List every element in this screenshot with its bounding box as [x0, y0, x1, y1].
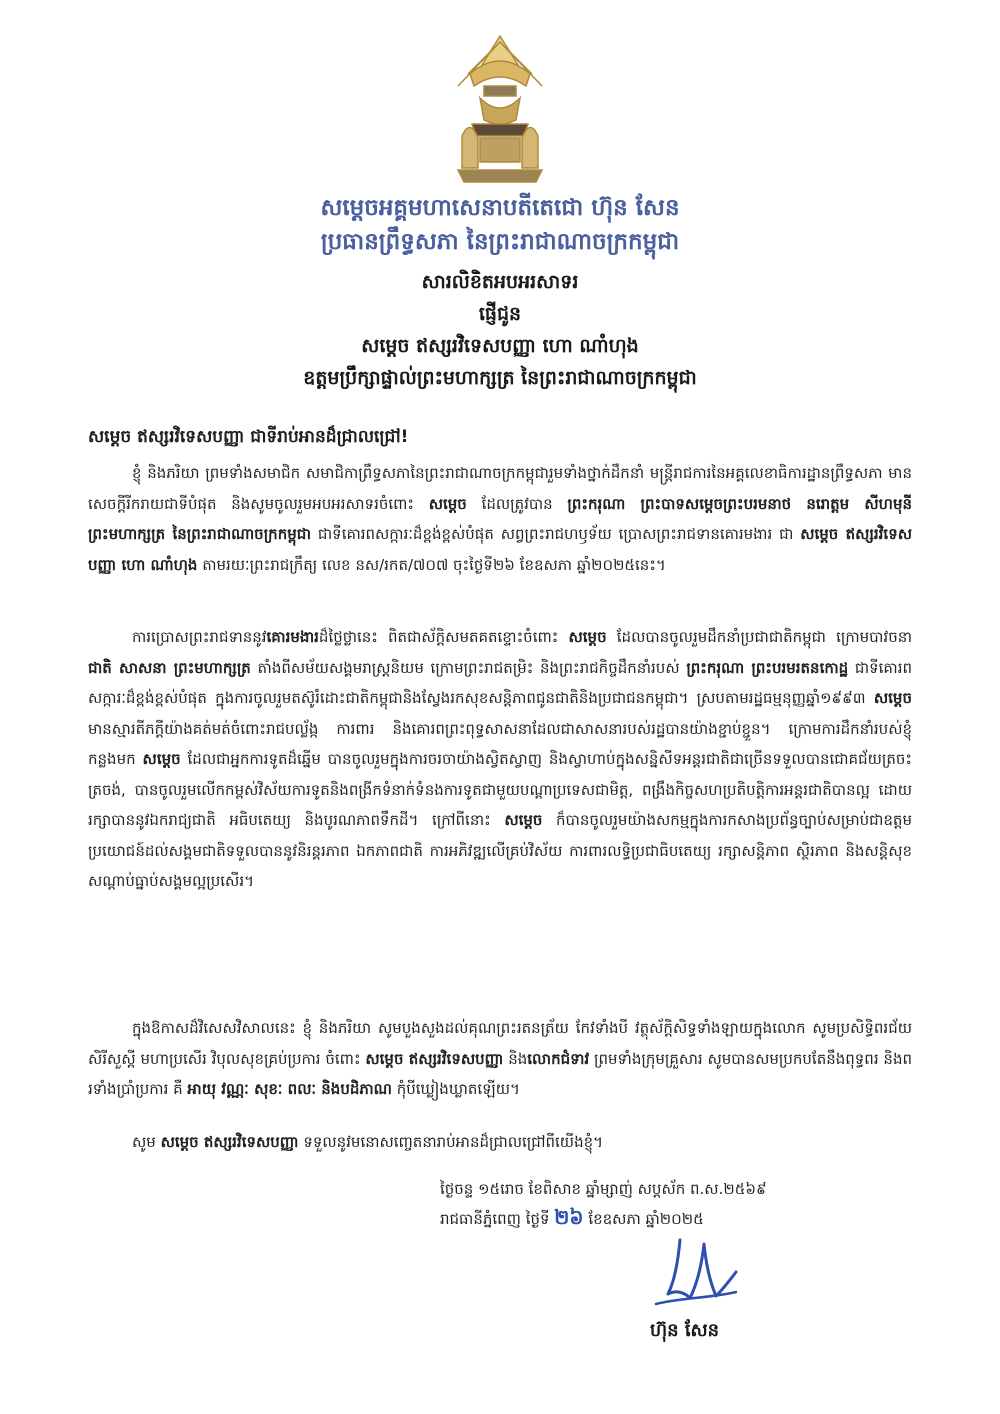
p2-text-1: ការប្រោសព្រះរាជទាននូវ [132, 628, 267, 646]
p4-bold-1: សម្ដេច ឥស្សរវិទេសបញ្ញា [160, 1133, 299, 1151]
p2-text-5: ជាទីគោរពសក្ការៈដ៏ខ្ពង់ខ្ពស់បំផុត ក្នុងការចូលរួមតស៊ូរំដោះជាតិកម្ពុជានិងស្វែងរកសុខសន្តិភាពជូនជាតិនិងប្រជាជនកម្ពុជា។ ស្របតាមរដ្ឋធម្មនុញ្ញឆ្នាំ១៩៩៣ [88, 658, 912, 707]
p2-text-6: មានស្មារតីភក្ដីយ៉ាងគត់មត់ចំពោះរាជបល្ល័ង្ក ការពារ និងគោរពព្រះពុទ្ធសាសនាដែលជាសាសនារបស់រដ្ឋបានយ៉ាងខ្ជាប់ខ្ជួន។ ក្រោមការដឹកនាំរបស់ខ្ញុំកន្លងមក [88, 719, 912, 768]
sender-name-header: សម្ដេចអគ្គមហាសេនាបតីតេជោ ហ៊ុន សែន [320, 195, 680, 221]
p2-bold-4: ព្រះករុណា ព្រះបរមរតនកោដ្ឋ [686, 658, 849, 677]
letter-subtitle-to: ផ្ញើជូន [478, 303, 522, 325]
p1-text-3: ជាទីគោរពសក្ការៈដ៏ខ្ពង់ខ្ពស់បំផុត សព្វព្រះរាជហឫទ័យ ប្រោសព្រះរាជទានគោរមងារ ជា [317, 525, 794, 543]
p1-bold-3: សម្ដេច ឥស្សរវិទេសបញ្ញា ហោ ណាំហុង [88, 525, 912, 574]
p2-bold-7: សម្ដេច [504, 811, 543, 829]
paragraph-4 [88, 1127, 912, 1158]
salutation: សម្ដេច ឥស្សរវិទេសបញ្ញា ជាទីរាប់អានដ៏ជ្រាលជ្រៅ! [88, 427, 409, 447]
p3-bold-3: អាយុ វណ្ណៈ សុខៈ ពលៈ និងបដិភាណ [187, 1080, 392, 1098]
p2-bold-6: សម្ដេច [142, 750, 181, 768]
paragraph-1 [88, 458, 912, 580]
p1-text-2: ដែលត្រូវបាន [481, 494, 553, 513]
signature-icon [650, 1232, 740, 1312]
p2-text-2: ដ៏ថ្លៃថ្លានេះ ពិតជាស័ក្តិសមតគតខ្ទោះចំពោះ [318, 628, 559, 646]
p3-text-1: ក្នុងឱកាសដ៏វិសេសវិសាលនេះ ខ្ញុំ និងភរិយា សូមបួងសួងដល់គុណព្រះរតនត្រ័យ កែវទាំងបី វត្ថុស័ក្តិសិទ្ធទាំងឡាយក្នុងលោក សូមប្រសិទ្ធិពរជ័យ សិរីសួស្ដី មហាប្រសើរ វិបុលសុខគ្រប់ប្រការ ចំពោះ [88, 1019, 912, 1068]
p2-bold-5: សម្ដេច [873, 689, 912, 707]
senate-emblem-icon [440, 28, 560, 188]
p3-bold-2: លោកជំទាវ [527, 1049, 590, 1068]
p4-text-1: សូម [132, 1133, 156, 1151]
handwritten-day: ២៦ [554, 1205, 584, 1229]
solar-date-suffix: ខែឧសភា ឆ្នាំ២០២៥ [588, 1210, 704, 1228]
p1-text-1: ខ្ញុំ និងភរិយា ព្រមទាំងសមាជិក សមាជិកាព្រឹទ្ធសភានៃព្រះរាជាណាចក្រកម្ពុជារួមទាំងថ្នាក់ដឹកនាំ មន្ត្រីរាជការនៃអគ្គលេខាធិការដ្ឋានព្រឹទ្ធសភា មានសេចក្ដីរីករាយជាទីបំផុត និងសូមចូលរួមអបអរសាទរចំពោះ [88, 464, 912, 513]
p4-text-2: ទទួលនូវមនោសញ្ចេតនារាប់អានដ៏ជ្រាលជ្រៅពីយើងខ្ញុំ។ [303, 1133, 604, 1151]
p2-bold-2: សម្ដេច [568, 628, 607, 646]
recipient-name: សម្ដេច ឥស្សរវិទេសបញ្ញា ហោ ណាំហុង [361, 335, 639, 357]
p1-bold-1: សម្ដេច [428, 494, 467, 513]
sender-position-header: ប្រធានព្រឹទ្ធសភា នៃព្រះរាជាណាចក្រកម្ពុជា [320, 229, 680, 255]
p1-bold-2: ព្រះករុណា ព្រះបាទសម្ដេចព្រះបរមនាថ នរោត្តម សីហមុនី ព្រះមហាក្សត្រ នៃព្រះរាជាណាចក្រកម្ពុជា [88, 494, 912, 543]
solar-date-prefix: រាជធានីភ្នំពេញ ថ្ងៃទី [440, 1210, 550, 1228]
p1-text-4: តាមរយៈព្រះរាជក្រឹត្យ លេខ នស/រកត/៧០៧ ចុះថ្ងៃទី២៦ ខែឧសភា ឆ្នាំ២០២៥នេះ។ [202, 555, 666, 574]
p2-text-3: ដែលបានចូលរួមដឹកនាំប្រជាជាតិកម្ពុជា ក្រោមបាវចនា [616, 628, 912, 646]
recipient-position: ឧត្តមប្រឹក្សាផ្ទាល់ព្រះមហាក្សត្រ នៃព្រះរាជាណាចក្រកម្ពុជា [303, 367, 697, 389]
lunar-date: ថ្ងៃចន្ទ ១៥រោច ខែពិសាខ ឆ្នាំម្សាញ់ សប្តស័ក ព.ស.២៥៦៩ [440, 1180, 767, 1198]
paragraph-3 [88, 1013, 912, 1105]
p3-text-2: និង [508, 1049, 528, 1068]
p3-text-4: កុំបីឃ្លៀងឃ្លាតឡើយ។ [396, 1080, 520, 1098]
letter-title: សារលិខិតអបអរសាទរ [421, 271, 579, 293]
signer-name: ហ៊ុន សែន [650, 1320, 720, 1341]
p3-text-3: ព្រមទាំងក្រុមគ្រួសារ សូមបានសមប្រកបតែនឹងពុទ្ធពរ និងពរទាំងប្រាំប្រការ គឺ [88, 1049, 912, 1098]
p3-bold-1: សម្ដេច ឥស្សរវិទេសបញ្ញា [365, 1049, 504, 1068]
p2-text-8: ក៏បានចូលរួមយ៉ាងសកម្មក្នុងការកសាងប្រព័ន្ធច្បាប់សម្រាប់ជាឧត្តមប្រយោជន៍ដល់សង្គមជាតិទទួលបាននូវនិរន្តរភាព ឯកភាពជាតិ ការអភិវឌ្ឍលើគ្រប់វិស័យ ការពារលទ្ធិប្រជាធិបតេយ្យ រក្សាសន្តិភាព ស្ថិរភាព និងសន្តិសុខសណ្ដាប់ធ្នាប់សង្គមល្អប្រសើរ។ [88, 811, 912, 890]
p2-bold-1: គោរមងារ [266, 628, 319, 646]
paragraph-2 [88, 622, 912, 897]
p2-bold-3: ជាតិ សាសនា ព្រះមហាក្សត្រ [88, 658, 251, 677]
solar-date [440, 1204, 920, 1232]
p2-text-4: តាំងពីសម័យសង្គមរាស្ត្រនិយម ក្រោមព្រះរាជតម្រិះ និងព្រះរាជកិច្ចដឹកនាំរបស់ [257, 658, 680, 677]
p2-text-7: ដែលជាអ្នកការទូតដ៏ឆ្នើម បានចូលរួមក្នុងការចរចាយ៉ាងស្វិតស្វាញ និងស្វាហាប់ក្នុងសន្និសីទអន្តរជាតិជាច្រើនទទួលបានជោគជ័យត្រចះត្រចង់, បានចូលរួមលើកកម្ពស់វិស័យការទូតនិងពង្រីកទំនាក់ទំនងការទូតជាមួយបណ្ដាប្រទេសជាមិត្ត, ពង្រឹងកិច្ចសហប្រតិបត្តិការអន្តរជាតិបានល្អ ដោយរក្សាបាននូវឯករាជ្យជាតិ អធិបតេយ្យ និងបូរណភាពទឹកដី។ ក្រៅពីនោះ [88, 750, 912, 829]
